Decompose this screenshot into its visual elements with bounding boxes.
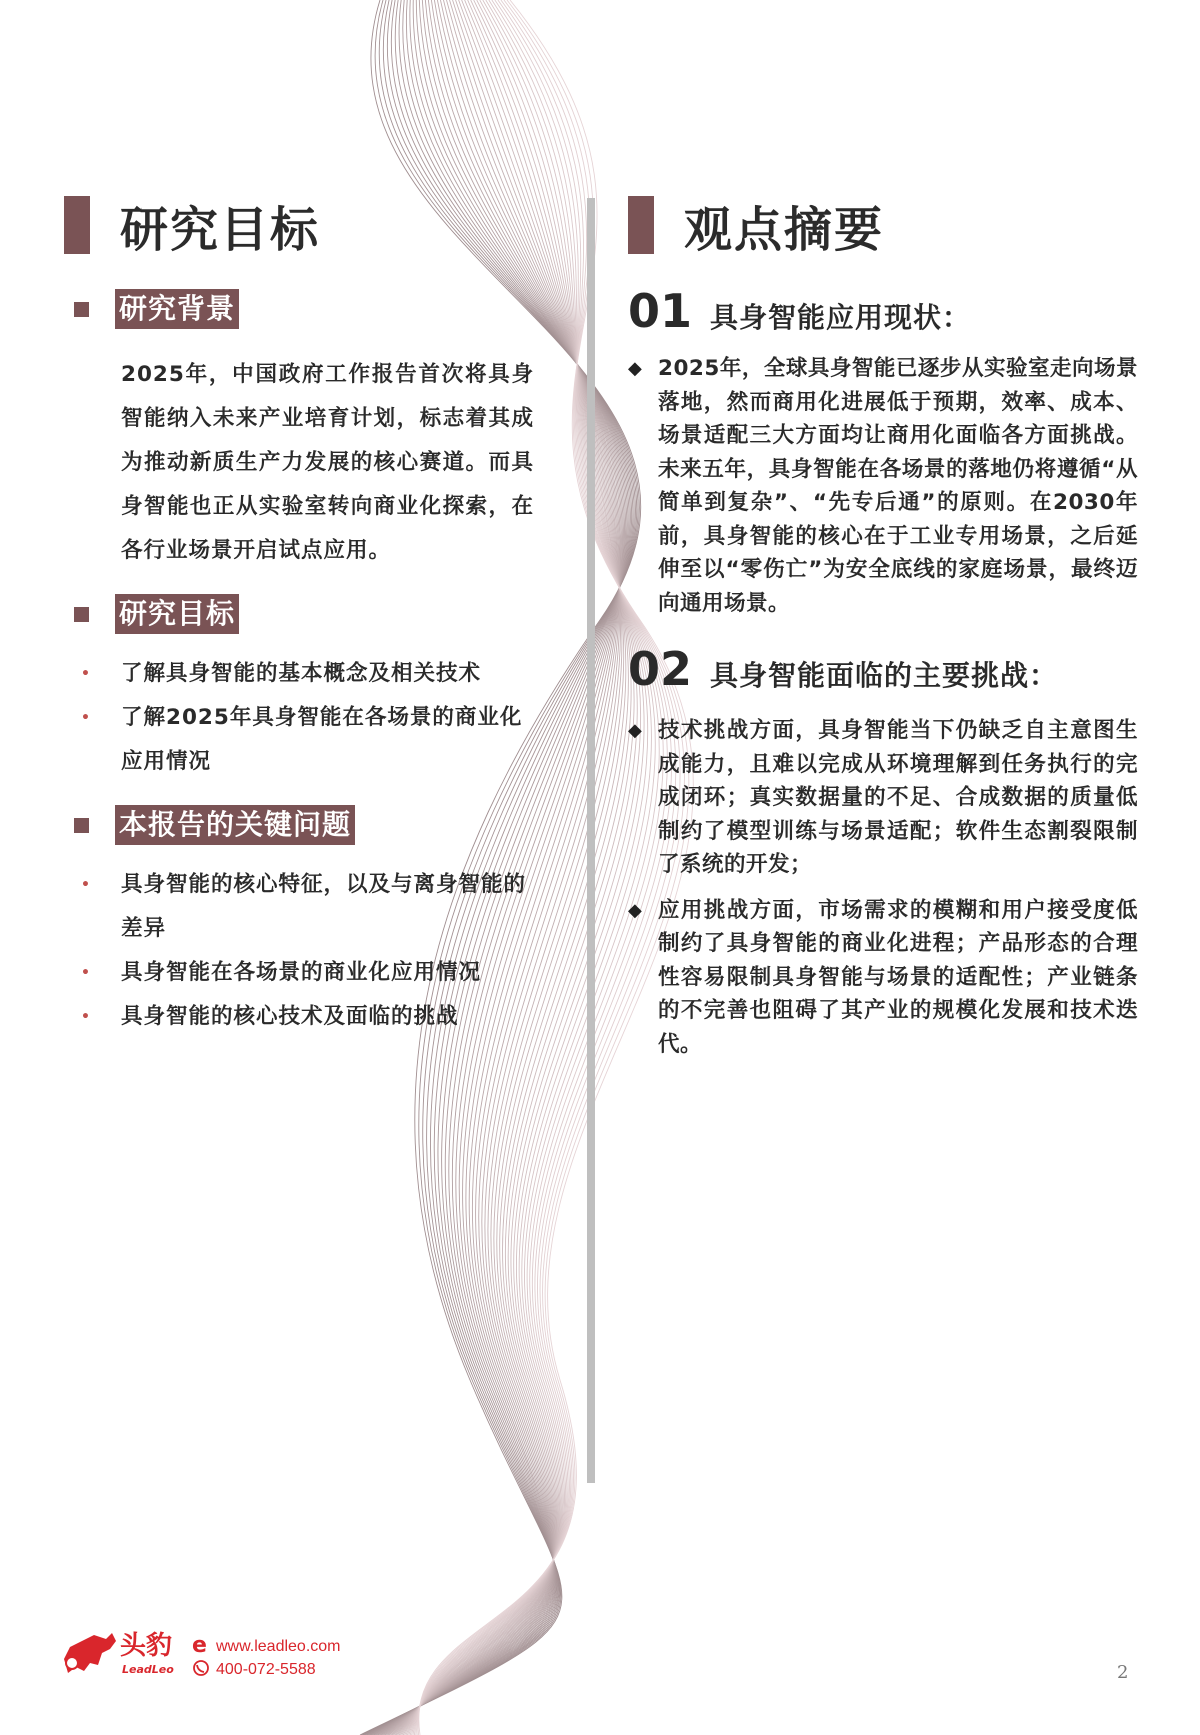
section-title: 具身智能面临的主要挑战：: [710, 659, 1059, 692]
summary-heading: [628, 196, 1138, 258]
dot-bullet-icon: •: [81, 965, 91, 981]
heading-accent-bar: [628, 196, 654, 254]
research-goal-heading: [64, 196, 534, 258]
square-bullet-icon: [74, 607, 89, 622]
dot-bullet-icon: •: [81, 877, 91, 893]
diamond-bullet-icon: ◆: [628, 899, 643, 921]
section-02-bullets: [628, 714, 1138, 1061]
heading-title: 观点摘要: [684, 201, 885, 258]
heading-accent-bar: [64, 196, 90, 254]
subheading-background: [74, 289, 534, 329]
leadleo-logo: [60, 1623, 350, 1681]
list-item: • 具身智能的核心技术及面临的挑战: [64, 995, 534, 1039]
subheading-label: 研究背景: [115, 289, 239, 329]
page-number: 2: [1117, 1662, 1129, 1683]
section-title: 具身智能应用现状：: [710, 301, 972, 334]
dot-bullet-icon: •: [81, 710, 91, 726]
phone-icon: [194, 1661, 208, 1675]
subheading-key-questions: [74, 805, 534, 845]
phone: 400-072-5588: [216, 1661, 316, 1678]
section-number: 02: [628, 642, 693, 696]
list-item: ◆ 2025年，全球具身智能已逐步从实验室走向场景落地，然而商用化进展低于预期，效率、成本、场景适配三大方面均让商用化面临各方面挑战。未来五年，具身智能在各场景的落地仍将遵循“从简单到复杂”、“先专后通”的原则。在2030年前，具身智能的核心在于工业专用场景，之后延伸至以“零伤亡”为安全底线的家庭场景，最终迈向通用场景。: [628, 352, 1138, 620]
brand-en: LeadLeo: [122, 1663, 174, 1676]
subheading-label: 研究目标: [115, 594, 239, 634]
section-heading-01: [628, 284, 1138, 338]
list-item: • 具身智能在各场景的商业化应用情况: [64, 951, 534, 995]
subheading-label: 本报告的关键问题: [115, 805, 355, 845]
square-bullet-icon: [74, 818, 89, 833]
goals-list: [64, 652, 534, 784]
section-01-bullets: [628, 352, 1138, 620]
heading-title: 研究目标: [120, 201, 321, 258]
left-column: [64, 196, 534, 1039]
list-item: ◆ 技术挑战方面，具身智能当下仍缺乏自主意图生成能力，且难以完成从环境理解到任务执行的完成闭环；真实数据量的不足、合成数据的质量低制约了模型训练与场景适配；软件生态割裂限制了系统的开发；: [628, 714, 1138, 882]
dot-bullet-icon: •: [81, 1009, 91, 1025]
diamond-bullet-icon: ◆: [628, 720, 643, 741]
background-paragraph: 2025年，中国政府工作报告首次将具身智能纳入未来产业培育计划，标志着其成为推动新质生产力发展的核心赛道。而具身智能也正从实验室转向商业化探索，在各行业场景开启试点应用。: [121, 362, 534, 563]
section-number: 01: [628, 284, 693, 338]
dot-bullet-icon: •: [81, 666, 91, 682]
right-column: [628, 196, 1138, 1061]
globe-icon: [66, 1657, 78, 1669]
list-item: • 了解2025年具身智能在各场景的商业化应用情况: [64, 696, 534, 784]
key-questions-list: [64, 863, 534, 1039]
square-bullet-icon: [74, 302, 89, 317]
list-item: • 具身智能的核心特征，以及与离身智能的差异: [64, 863, 534, 951]
diamond-bullet-icon: ◆: [628, 358, 643, 379]
brand-cn: 头豹: [120, 1631, 173, 1661]
website: www.leadleo.com: [216, 1638, 341, 1655]
list-item: • 了解具身智能的基本概念及相关技术: [64, 652, 534, 696]
section-heading-02: [628, 642, 1138, 696]
subheading-goals: [74, 594, 534, 634]
phone-handset-icon: [197, 1665, 204, 1672]
column-divider: [587, 198, 595, 1483]
list-item: ◆ 应用挑战方面，市场需求的模糊和用户接受度低制约了具身智能的商业化进程；产品形态的合理性容易限制具身智能与场景的适配性；产业链条的不完善也阻碍了其产业的规模化发展和技术迭代。: [628, 894, 1138, 1062]
web-icon: e: [192, 1633, 207, 1658]
